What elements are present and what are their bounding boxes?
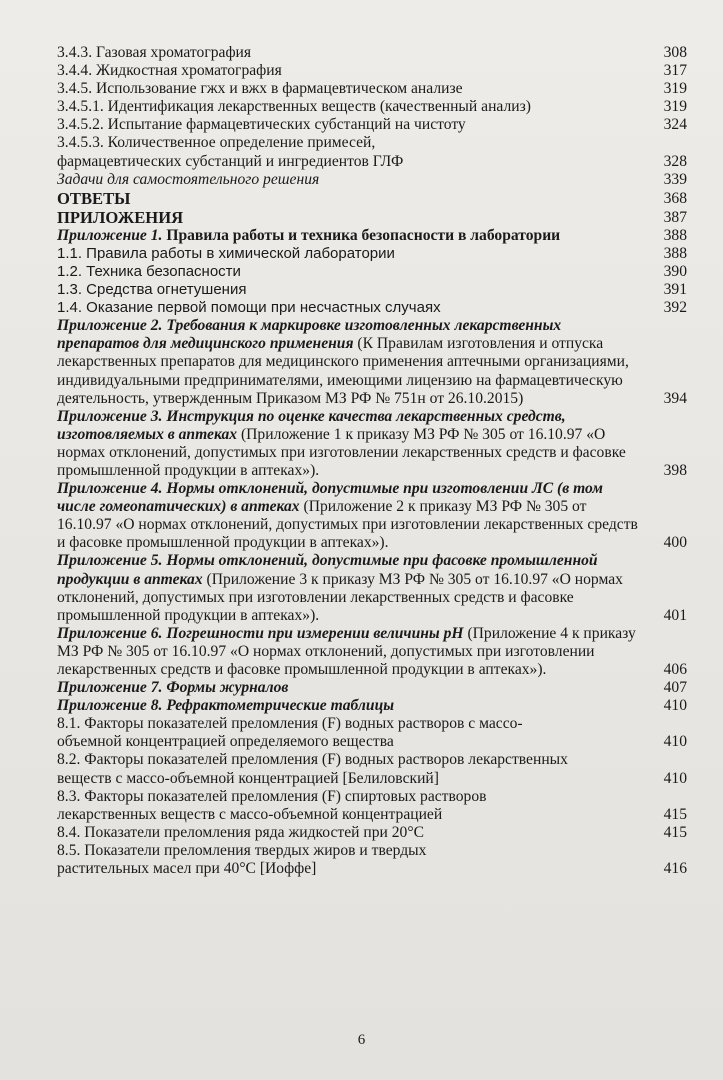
toc-page-number: 398 bbox=[663, 461, 687, 479]
toc-entry-text: (К Правилам изготовления и отпуска лекарственных препаратов для медицинского применения аптечными организациями, индивидуальными предпринимателями, имеющими лицензию на фармацевтическую деятельность, утвержденным Приказом МЗ РФ № 751н от 26.10.2015) bbox=[57, 335, 629, 407]
toc-entry-title: Приложение 8. Рефрактометрические таблицы bbox=[57, 697, 395, 715]
toc-entry-text: Задачи для самостоятельного решения bbox=[57, 170, 320, 188]
toc-page-number: 319 bbox=[663, 98, 687, 116]
toc-page-number: 388 bbox=[663, 226, 687, 244]
toc-page-number: 410 bbox=[663, 697, 687, 715]
toc-entry-1-4[interactable] bbox=[57, 299, 687, 317]
toc-entry-text: 8.2. Факторы показателей преломления (F) водных растворов лекарственных веществ с массо-объемной концентрацией [Белиловский] bbox=[57, 751, 568, 787]
toc-entry-text: 3.4.4. Жидкостная хроматография bbox=[57, 62, 282, 80]
toc-entry-appendix-4[interactable] bbox=[57, 480, 687, 552]
toc-entry-text: 1.3. Средства огнетушения bbox=[57, 281, 247, 299]
toc-page-number: 308 bbox=[663, 44, 687, 61]
toc-page-number: 400 bbox=[663, 534, 687, 552]
toc-entry-appendix-2[interactable] bbox=[57, 317, 687, 407]
toc-entry-text: Правила работы и техника безопасности в лаборатории bbox=[166, 226, 561, 244]
toc-page-number: 388 bbox=[663, 244, 687, 262]
toc-entry-text: ПРИЛОЖЕНИЯ bbox=[57, 207, 184, 227]
toc-entry-title: Приложение 6. Погрешности при измерении величины рН bbox=[57, 624, 464, 642]
toc-entry-8-5[interactable] bbox=[57, 842, 687, 878]
toc-entry-text: (Приложение 3 к приказу МЗ РФ № 305 от 16.10.97 «О нормах отклонений, допустимых при изготовлении лекарственных средств и фасовке промышленной продукции в аптеках»). bbox=[57, 570, 623, 624]
toc-entry-3-4-5[interactable] bbox=[57, 80, 687, 98]
table-of-contents bbox=[57, 44, 687, 878]
page-number: 6 bbox=[357, 1032, 366, 1048]
toc-entry-appendix-5[interactable] bbox=[57, 552, 687, 624]
toc-entry-text: 3.4.5.2. Испытание фармацевтических субстанций на чистоту bbox=[57, 116, 466, 134]
toc-entry-title: Приложение 2. Требования к маркировке изготовленных лекарственных препаратов для медицинского применения bbox=[57, 317, 562, 353]
toc-entry-8-1[interactable] bbox=[57, 715, 687, 751]
toc-entry-1-1[interactable] bbox=[57, 245, 687, 263]
toc-page-number: 368 bbox=[663, 189, 687, 207]
toc-entry-1-3[interactable] bbox=[57, 281, 687, 299]
toc-entry-text: 3.4.5.1. Идентификация лекарственных веществ (качественный анализ) bbox=[57, 98, 531, 116]
toc-page-number: 416 bbox=[663, 860, 687, 878]
toc-entry-text: 8.1. Факторы показателей преломления (F) водных растворов с массо-объемной концентрацией определяемого вещества bbox=[57, 715, 523, 751]
toc-page-number: 401 bbox=[663, 606, 687, 624]
toc-entry-appendices[interactable] bbox=[57, 208, 687, 227]
toc-entry-text: (Приложение 1 к приказу МЗ РФ № 305 от 16.10.97 «О нормах отклонений, допустимых при изготовлении лекарственных средств и фасовке промышленной продукции в аптеках»). bbox=[57, 425, 626, 479]
toc-entry-text: 8.5. Показатели преломления твердых жиров и твердых растительных масел при 40°С [Иоффе] bbox=[57, 841, 427, 878]
toc-page-number: 317 bbox=[663, 62, 687, 80]
toc-page-number: 391 bbox=[663, 281, 687, 299]
toc-page-number: 387 bbox=[663, 208, 687, 226]
toc-entry-title: Приложение 7. Формы журналов bbox=[57, 679, 289, 697]
toc-page-number: 415 bbox=[663, 805, 687, 823]
toc-entry-text: 1.2. Техника безопасности bbox=[57, 262, 241, 280]
toc-page-number: 392 bbox=[663, 299, 687, 317]
toc-entry-text: ОТВЕТЫ bbox=[57, 188, 131, 208]
toc-entry-text: 8.4. Показатели преломления ряда жидкостей при 20°С bbox=[57, 823, 424, 841]
toc-entry-text: 3.4.3. Газовая хроматография bbox=[57, 44, 252, 61]
toc-entry-title: Приложение 3. Инструкция по оценке качества лекарственных средств, изготовляемых в аптеках bbox=[57, 407, 566, 443]
toc-page-number: 319 bbox=[663, 80, 687, 98]
toc-entry-3-4-5-1[interactable] bbox=[57, 98, 687, 116]
toc-page-number: 415 bbox=[663, 823, 687, 841]
toc-entry-text: (Приложение 4 к приказу МЗ РФ № 305 от 16.10.97 «О нормах отклонений, допустимых при изготовлении лекарственных средств и фасовке промышленной продукции в аптеках»). bbox=[57, 624, 636, 678]
toc-entry-3-4-4[interactable] bbox=[57, 62, 687, 80]
toc-entry-3-4-3[interactable] bbox=[57, 44, 687, 62]
toc-entry-appendix-1[interactable] bbox=[57, 227, 687, 245]
toc-entry-text: 1.1. Правила работы в химической лаборатории bbox=[57, 244, 395, 262]
toc-page-number: 410 bbox=[663, 769, 687, 787]
toc-entry-3-4-5-2[interactable] bbox=[57, 116, 687, 134]
toc-entry-text: (Приложение 2 к приказу МЗ РФ № 305 от 16.10.97 «О нормах отклонений, допустимых при изготовлении лекарственных средств и фасовке промышленной продукции в аптеках»). bbox=[57, 498, 638, 552]
toc-entry-1-2[interactable] bbox=[57, 263, 687, 281]
toc-entry-answers[interactable] bbox=[57, 189, 687, 208]
toc-page-number: 339 bbox=[663, 170, 687, 188]
toc-entry-appendix-3[interactable] bbox=[57, 408, 687, 480]
toc-page-number: 324 bbox=[663, 116, 687, 134]
toc-page-number: 407 bbox=[663, 679, 687, 697]
toc-entry-title: Приложение 1. bbox=[57, 226, 163, 244]
toc-entry-8-3[interactable] bbox=[57, 788, 687, 824]
toc-entry-appendix-6[interactable] bbox=[57, 625, 687, 679]
toc-page-number: 394 bbox=[663, 389, 687, 407]
toc-page-number: 390 bbox=[663, 262, 687, 280]
toc-page-number: 406 bbox=[663, 661, 687, 678]
toc-entry-3-4-5-3[interactable] bbox=[57, 134, 687, 170]
toc-entry-8-4[interactable] bbox=[57, 824, 687, 842]
toc-page-number: 410 bbox=[663, 733, 687, 751]
toc-entry-text: 1.4. Оказание первой помощи при несчастных случаях bbox=[57, 299, 441, 317]
toc-entry-text: 8.3. Факторы показателей преломления (F) спиртовых растворов лекарственных веществ с массо-объемной концентрацией bbox=[57, 787, 487, 823]
toc-entry-text: 3.4.5. Использование гжх и вжх в фармацевтическом анализе bbox=[57, 80, 463, 98]
toc-entry-tasks[interactable] bbox=[57, 171, 687, 189]
toc-entry-8-2[interactable] bbox=[57, 751, 687, 787]
toc-entry-title: Приложение 4. Нормы отклонений, допустимые при изготовлении ЛС (в том числе гомеопатических) в аптеках bbox=[57, 480, 603, 516]
toc-page-number: 328 bbox=[663, 152, 687, 170]
toc-entry-text: 3.4.5.3. Количественное определение примесей, фармацевтических субстанций и ингредиентов ГЛФ bbox=[57, 134, 404, 170]
toc-entry-title: Приложение 5. Нормы отклонений, допустимые при фасовке промышленной продукции в аптеках bbox=[57, 552, 598, 588]
toc-entry-appendix-8[interactable] bbox=[57, 697, 687, 715]
toc-entry-appendix-7[interactable] bbox=[57, 679, 687, 697]
